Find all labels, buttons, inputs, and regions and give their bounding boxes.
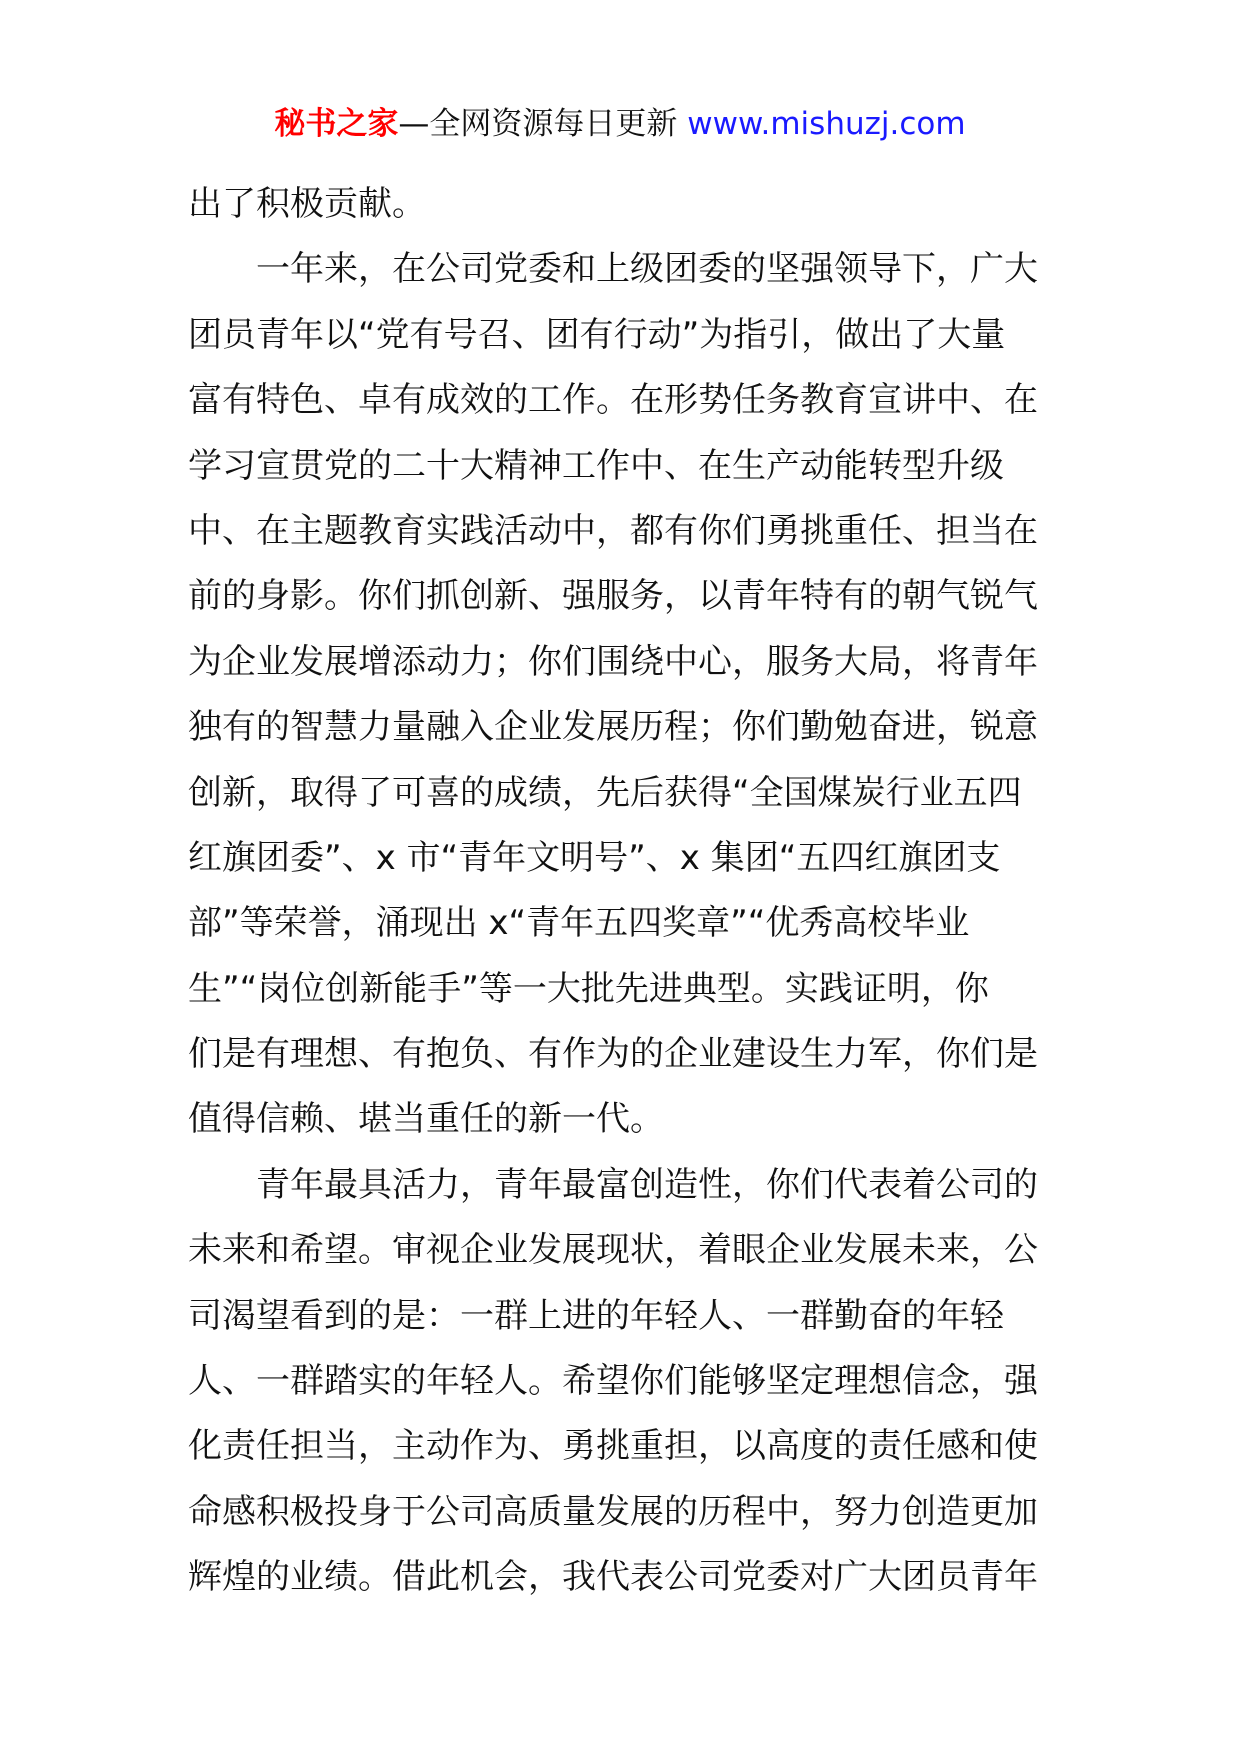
text-line: 一年来，在公司党委和上级团委的坚强领导下，广大 — [256, 249, 1038, 290]
text-line: 生”“岗位创新能手”等一大批先进典型。实践证明，你 — [188, 968, 989, 1009]
text-line: 富有特色、卓有成效的工作。在形势任务教育宣讲中、在 — [188, 380, 1038, 421]
text-line: 团员青年以“党有号召、团有行动”为指引，做出了大量 — [188, 314, 1006, 355]
paragraph — [188, 1153, 1060, 1611]
text-line: 青年最具活力，青年最富创造性，你们代表着公司的 — [256, 1164, 1038, 1205]
text-line: 独有的智慧力量融入企业发展历程；你们勤勉奋进，锐意 — [188, 707, 1038, 748]
text-line: 司渴望看到的是：一群上进的年轻人、一群勤奋的年轻 — [188, 1295, 1004, 1336]
text-line: 创新，取得了可喜的成绩，先后获得“全国煤炭行业五四 — [188, 772, 1022, 813]
text-line: 前的身影。你们抓创新、强服务，以青年特有的朝气锐气 — [188, 576, 1038, 617]
page-header — [0, 104, 1240, 144]
text-line: 出了积极贡献。 — [188, 184, 426, 224]
text-line: 为企业发展增添动力；你们围绕中心，服务大局，将青年 — [188, 641, 1038, 682]
site-url-link[interactable]: www.mishuzj.com — [687, 106, 966, 142]
document-body — [188, 172, 1060, 1611]
paragraph — [188, 172, 1060, 237]
header-tagline: —全网资源每日更新 — [398, 106, 678, 142]
text-line: 学习宣贯党的二十大精神工作中、在生产动能转型升级 — [188, 445, 1004, 486]
paragraph — [188, 237, 1060, 1152]
text-line: 中、在主题教育实践活动中，都有你们勇挑重任、担当在 — [188, 510, 1038, 551]
text-line: 红旗团委”、x 市“青年文明号”、x 集团“五四红旗团支 — [188, 837, 1001, 878]
text-line: 未来和希望。审视企业发展现状，着眼企业发展未来，公 — [188, 1230, 1038, 1271]
text-line: 化责任担当，主动作为、勇挑重担，以高度的责任感和使 — [188, 1426, 1038, 1467]
text-line: 们是有理想、有抱负、有作为的企业建设生力军，你们是 — [188, 1034, 1038, 1075]
text-line: 值得信赖、堪当重任的新一代。 — [188, 1099, 664, 1140]
text-line: 人、一群踏实的年轻人。希望你们能够坚定理想信念，强 — [188, 1361, 1038, 1402]
brand-name: 秘书之家 — [274, 106, 399, 142]
text-line: 辉煌的业绩。借此机会，我代表公司党委对广大团员青年 — [188, 1557, 1038, 1598]
text-line: 命感积极投身于公司高质量发展的历程中，努力创造更加 — [188, 1491, 1038, 1532]
text-line: 部”等荣誉，涌现出 x“青年五四奖章”“优秀高校毕业 — [188, 903, 970, 944]
